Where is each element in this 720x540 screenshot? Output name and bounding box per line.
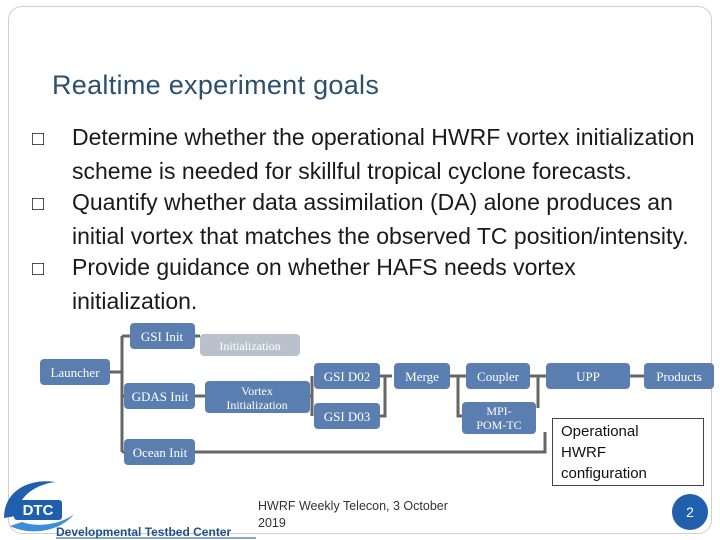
- launcher-box: [40, 359, 110, 385]
- gdas-init-label: GDAS Init: [131, 389, 189, 404]
- upp-box: [546, 363, 630, 389]
- footer-line: 2019: [258, 516, 286, 530]
- initialization-label: Initialization: [219, 339, 281, 353]
- coupler-box: [466, 363, 530, 389]
- vortex-initialization-line2: Initialization: [226, 398, 288, 412]
- diagram-caption: [552, 418, 704, 486]
- caption-line: configuration: [561, 465, 647, 482]
- bullet-marker: □: [32, 258, 45, 280]
- bullet-text: Determine whether the operational HWRF vortex initialization scheme is needed for skillful tropical cyclone forecasts.: [72, 124, 695, 184]
- products-box: [644, 363, 714, 389]
- merge-label: Merge: [405, 369, 439, 384]
- logo-abbr: DTC: [22, 502, 54, 519]
- caption-line: HWRF: [561, 444, 606, 461]
- footer-line: HWRF Weekly Telecon, 3 October: [258, 499, 448, 513]
- vortex-initialization-line1: Vortex: [241, 384, 273, 398]
- gsi-d03-box: [314, 403, 380, 429]
- gsi-init-label: GSI Init: [140, 329, 184, 344]
- page-number: 2: [672, 494, 708, 530]
- logo-name: Developmental Testbed Center: [56, 525, 232, 539]
- bullet-text: Provide guidance on whether HAFS needs vortex initialization.: [72, 254, 576, 314]
- mpi-pom-tc-line1: MPI-: [486, 404, 512, 418]
- gsi-init-box: [130, 323, 195, 349]
- merge-box: [394, 363, 450, 389]
- bullet-item: [32, 252, 702, 317]
- bullet-text: Quantify whether data assimilation (DA) alone produces an initial vortex that matches the observed TC position/intensity.: [72, 189, 689, 249]
- coupler-label: Coupler: [477, 369, 519, 384]
- vortex-initialization-box: [205, 381, 310, 413]
- gsi-d02-label: GSI D02: [323, 369, 371, 384]
- caption-line: Operational: [561, 423, 639, 440]
- bullet-item: [32, 122, 702, 187]
- bullet-list: [32, 122, 702, 317]
- bullet-marker: □: [32, 193, 45, 215]
- initialization-box: [200, 334, 300, 356]
- bullet-item: [32, 187, 702, 252]
- slide-title: Realtime experiment goals: [52, 70, 380, 100]
- mpi-pom-tc-box: [462, 402, 536, 434]
- products-label: Products: [656, 369, 702, 384]
- launcher-label: Launcher: [50, 365, 100, 380]
- gsi-d03-label: GSI D03: [323, 409, 371, 424]
- ocean-init-box: [124, 439, 195, 465]
- gsi-d02-box: [314, 363, 380, 389]
- gdas-init-box: [124, 383, 195, 409]
- ocean-init-label: Ocean Init: [132, 445, 188, 460]
- bullet-marker: □: [32, 128, 45, 150]
- mpi-pom-tc-line2: POM-TC: [476, 418, 522, 432]
- upp-label: UPP: [576, 369, 600, 384]
